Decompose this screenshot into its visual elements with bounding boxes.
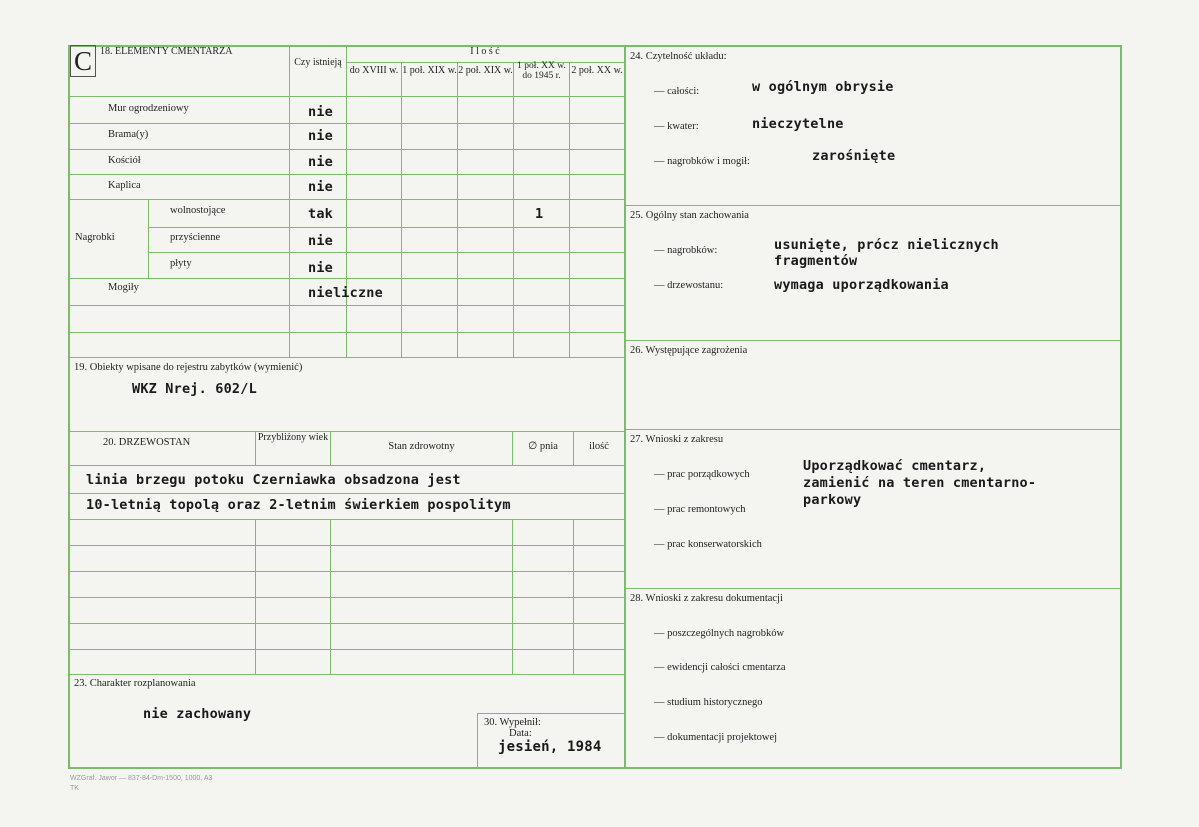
row-label: Mur ogrodzeniowy	[108, 103, 189, 114]
col-2pol-xix: 2 poł. XIX w.	[458, 65, 513, 76]
czy-value: nieliczne	[308, 285, 383, 301]
czy-value: nie	[308, 128, 333, 144]
dokumentacja-item: — poszczególnych nagrobków	[654, 628, 785, 639]
kwater-label: — kwater:	[654, 121, 699, 132]
col-1pol-xix: 1 poł. XIX w.	[402, 65, 457, 76]
nagrobki-label: Nagrobki	[75, 232, 115, 243]
calosci-label: — całości:	[654, 86, 700, 97]
section-19-value: WKZ Nrej. 602/L	[132, 381, 257, 397]
czy-value: nie	[308, 154, 333, 170]
wnioski-value-3: parkowy	[803, 492, 862, 508]
stan-nagrobkow-value-2: fragmentów	[774, 253, 858, 269]
col-czy-istnieja: Czy istnieją	[294, 57, 342, 68]
section-20-label: 20. DRZEWOSTAN	[103, 437, 191, 448]
col-2pol-xx: 2 poł. XX w.	[571, 65, 623, 76]
prac-remontowych-label: — prac remontowych	[654, 504, 746, 515]
dokumentacja-item: — ewidencji całości cmentarza	[654, 662, 786, 673]
row-label: Kaplica	[108, 180, 141, 191]
drzewostan-line-1: linia brzegu potoku Czerniawka obsadzona jest	[86, 472, 461, 488]
nagrobkow-mogil-value: zarośnięte	[812, 148, 896, 164]
row-label: Kościół	[108, 155, 141, 166]
col-wiek: Przybliżony wiek	[257, 432, 329, 443]
section-28-label: 28. Wnioski z zakresu dokumentacji	[630, 593, 783, 604]
section-23-label: 23. Charakter rozplanowania	[74, 678, 196, 689]
row-label: przyścienne	[170, 232, 221, 243]
col-1pol-xx: 1 poł. XX w. do 1945 r.	[517, 61, 566, 81]
drzewostan-line-2: 10-letnią topolą oraz 2-letnim świerkiem pospolitym	[86, 497, 511, 513]
section-30-date-value: jesień, 1984	[498, 739, 602, 755]
print-footer: WZGraf. Jawor — 837-84-Dm-1500, 1000, A3	[70, 775, 213, 782]
stan-drzewostanu-value: wymaga uporządkowania	[774, 277, 949, 293]
section-26-label: 26. Występujące zagrożenia	[630, 345, 748, 356]
qty-value: 1	[535, 206, 544, 222]
section-30-label: 30. Wypełnił:	[484, 717, 541, 728]
stan-nagrobkow-label: — nagrobków:	[654, 245, 718, 256]
section-letter: C	[70, 45, 96, 77]
section-27-label: 27. Wnioski z zakresu	[630, 434, 724, 445]
section-19-label: 19. Obiekty wpisane do rejestru zabytków (wymienić)	[74, 362, 303, 373]
col-ilosc: ilość	[589, 441, 609, 452]
wnioski-value-1: Uporządkować cmentarz,	[803, 458, 987, 474]
dokumentacja-item: — studium historycznego	[654, 697, 763, 708]
dokumentacja-item: — dokumentacji projektowej	[654, 732, 778, 743]
row-label: Mogiły	[108, 282, 139, 293]
czy-value: nie	[308, 233, 333, 249]
stan-drzewostanu-label: — drzewostanu:	[654, 280, 724, 291]
col-stan-zdrowotny: Stan zdrowotny	[388, 441, 455, 452]
row-label: Brama(y)	[108, 129, 149, 140]
kwater-value: nieczytelne	[752, 116, 844, 132]
section-23-value: nie zachowany	[143, 706, 252, 722]
stan-nagrobkow-value-1: usunięte, prócz nielicznych	[774, 237, 999, 253]
nagrobkow-mogil-label: — nagrobków i mogił:	[654, 156, 750, 167]
section-18-title: 18. ELEMENTY CMENTARZA	[100, 46, 233, 57]
prac-porzadkowych-label: — prac porządkowych	[654, 469, 750, 480]
print-footer-code: TK	[70, 785, 79, 792]
section-25-label: 25. Ogólny stan zachowania	[630, 210, 749, 221]
col-pnia: ∅ pnia	[528, 441, 558, 452]
col-ilosc: I l o ś ć	[470, 46, 500, 57]
czy-value: nie	[308, 104, 333, 120]
calosci-value: w ogólnym obrysie	[752, 79, 894, 95]
section-30-date-label: Data:	[509, 728, 532, 739]
czy-value: nie	[308, 260, 333, 276]
prac-konserwatorskich-label: — prac konserwatorskich	[654, 539, 762, 550]
wnioski-value-2: zamienić na teren cmentarno-	[803, 475, 1037, 491]
row-label: wolnostojące	[170, 205, 226, 216]
row-label: płyty	[170, 258, 192, 269]
section-24-label: 24. Czytelność układu:	[630, 51, 727, 62]
col-do-xviii: do XVIII w.	[349, 65, 399, 76]
czy-value: nie	[308, 179, 333, 195]
czy-value: tak	[308, 206, 333, 222]
